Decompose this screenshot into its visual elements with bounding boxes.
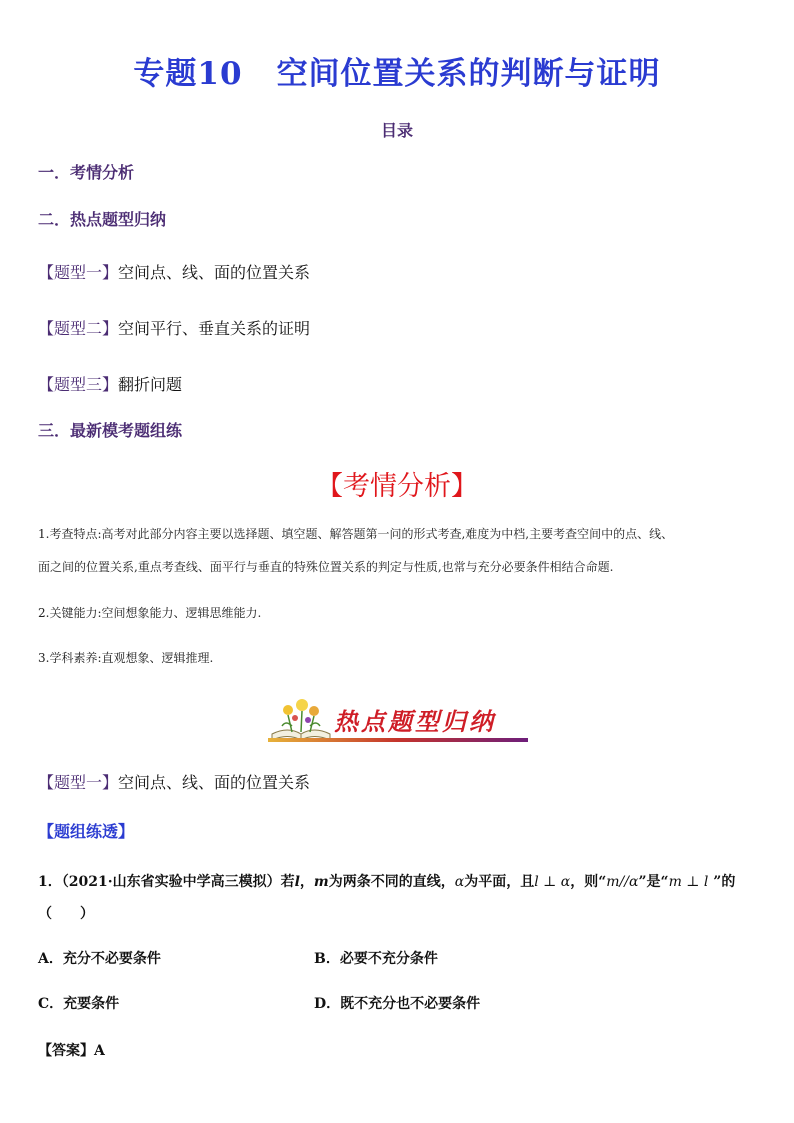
page-title [0, 48, 794, 93]
question-1-paren: （ ） [38, 906, 94, 922]
answer-value: A [94, 1043, 105, 1059]
option-d[interactable]: D．既不充分也不必要条件 [314, 996, 481, 1012]
analysis-p1-line2: 面之间的位置关系,重点考查线、面平行与垂直的特殊位置关系的判定与性质,也常与充分必要条件相结合命题. [38, 560, 614, 574]
toc-heading-hot-types[interactable]: 二．热点题型归纳 [38, 210, 167, 229]
option-a[interactable]: A．充分不必要条件 [38, 951, 161, 967]
analysis-p3: 3.学科素养:直观想象、逻辑推理. [38, 651, 214, 665]
analysis-heading: 【考情分析】 [316, 471, 478, 502]
title-main: 空间位置关系的判断与证明 [276, 56, 661, 92]
toc-heading-practice[interactable]: 三．最新模考题组练 [38, 421, 183, 440]
title-prefix: 专题10 [133, 56, 243, 92]
analysis-p1-line1: 1.考查特点:高考对此部分内容主要以选择题、填空题、解答题第一问的形式考查,难度为中档,主要考查空间中的点、线、 [38, 527, 674, 541]
hot-types-banner [268, 696, 528, 746]
answer [38, 1040, 105, 1060]
toc-item-type1[interactable]: 【题型一】空间点、线、面的位置关系 [38, 263, 311, 282]
option-c[interactable]: C．充要条件 [38, 996, 120, 1012]
banner-title: 热点题型归纳 [334, 707, 496, 736]
answer-label: 【答案】 [38, 1043, 94, 1059]
toc-item-type3[interactable]: 【题型三】翻折问题 [38, 375, 183, 394]
analysis-p2: 2.关键能力:空间想象能力、逻辑思维能力. [38, 606, 262, 620]
toc-title: 目录 [380, 121, 413, 140]
toc-heading-analysis[interactable]: 一．考情分析 [38, 163, 135, 182]
option-b[interactable]: B．必要不充分条件 [314, 951, 438, 967]
section-type1: 【题型一】空间点、线、面的位置关系 [38, 773, 311, 792]
question-1-stem: 1．（2021·山东省实验中学高三模拟）若l，m为两条不同的直线，α为平面，且l ⊥ α，则“m//α”是“m ⊥ l ”的 [38, 874, 736, 890]
toc-item-type2[interactable]: 【题型二】空间平行、垂直关系的证明 [38, 319, 311, 338]
open-book-flowers-icon [268, 696, 334, 744]
practice-heading: 【题组练透】 [38, 822, 135, 841]
banner-underline [268, 738, 528, 742]
